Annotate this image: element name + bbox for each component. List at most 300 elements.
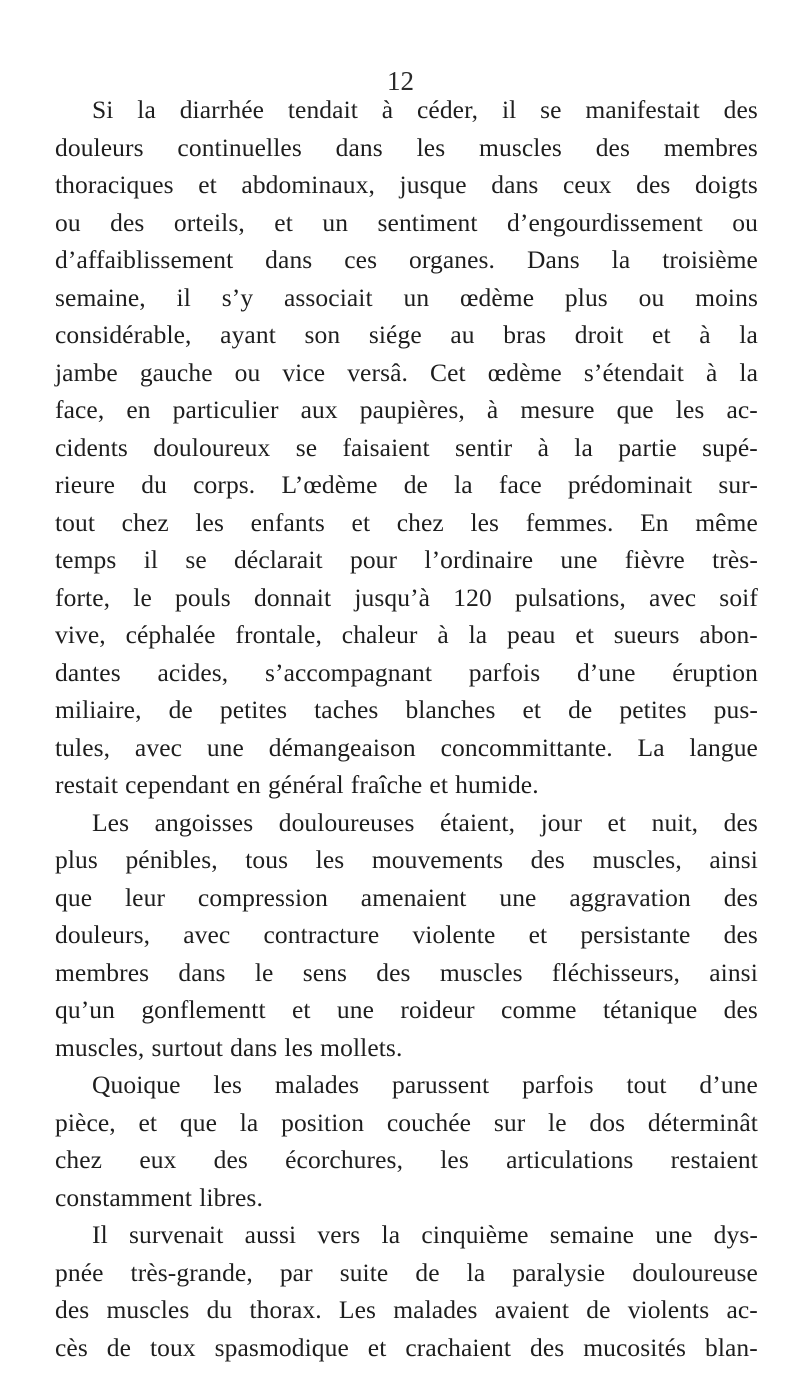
word: douleurs,	[55, 920, 151, 949]
word: forte,	[55, 582, 111, 612]
word: chez	[55, 1145, 103, 1174]
word: thoraciques	[55, 170, 174, 199]
word: En	[640, 507, 669, 537]
word: eux	[139, 1145, 177, 1174]
word: vers	[317, 1220, 361, 1249]
word: restaient	[670, 1145, 758, 1174]
word: survenait	[129, 1220, 224, 1249]
word: spasmodique	[214, 1332, 349, 1362]
word: des	[530, 845, 565, 874]
word: dans	[265, 245, 313, 274]
word: une	[206, 732, 244, 762]
word: compression	[197, 882, 328, 912]
word: avec	[649, 582, 697, 612]
word: parfois	[522, 1070, 594, 1099]
word: les	[416, 132, 446, 162]
word: couchée	[386, 1107, 472, 1137]
word: dantes	[55, 657, 121, 687]
word: roideur	[400, 995, 475, 1024]
text-line	[55, 316, 758, 354]
word: et	[522, 695, 542, 724]
word: fléchisseurs,	[551, 957, 680, 987]
word: dans	[491, 170, 539, 199]
word: corps.	[193, 470, 256, 499]
text-line	[55, 466, 758, 504]
word: dos	[589, 1107, 626, 1137]
word: et	[528, 920, 548, 949]
word: leur	[125, 882, 166, 912]
word: orteils,	[173, 207, 245, 237]
word: plus	[564, 282, 608, 312]
word: temps	[55, 545, 117, 574]
word: Si	[92, 95, 114, 124]
word: manifestait	[585, 95, 700, 124]
word: membres	[663, 132, 758, 162]
word: jambe	[55, 357, 118, 387]
word: parussent	[392, 1070, 490, 1099]
page-number: 12	[387, 66, 414, 96]
text-line	[55, 1216, 758, 1254]
word: et	[607, 807, 627, 837]
word: toux	[149, 1332, 196, 1362]
word: L’œdème	[281, 470, 378, 499]
word: jusque	[399, 170, 467, 199]
word: tout	[55, 507, 96, 537]
word: que	[55, 882, 93, 912]
text-line	[55, 1254, 758, 1292]
text-line	[55, 691, 758, 729]
word: sens	[302, 957, 348, 987]
text-line	[55, 954, 758, 992]
word: concommittante.	[440, 732, 613, 762]
word: le	[548, 1107, 567, 1137]
word: de	[403, 470, 428, 499]
word: blan-	[704, 1332, 758, 1362]
word: démangeaison	[268, 732, 416, 762]
word: contracture	[263, 920, 380, 949]
word: à	[381, 95, 394, 124]
word: et	[138, 1107, 158, 1137]
word: moins	[695, 282, 758, 312]
word: du	[206, 1295, 233, 1324]
word: à	[537, 432, 549, 462]
word: semaine	[549, 1220, 635, 1249]
word: il	[501, 95, 517, 124]
text-line	[55, 354, 758, 392]
word: sueurs	[613, 620, 680, 649]
word: la	[611, 245, 631, 274]
word: doigts	[695, 170, 758, 199]
word: ceux	[563, 170, 612, 199]
word: la	[574, 432, 593, 462]
word: chaleur	[341, 620, 418, 649]
word: céder,	[416, 95, 479, 124]
word: ou	[234, 357, 261, 387]
word: blanches	[405, 695, 496, 724]
text-line	[55, 766, 758, 804]
word: Cet	[429, 357, 466, 387]
word: continuelles	[177, 132, 302, 162]
word: les	[195, 507, 225, 537]
word: versâ.	[347, 357, 408, 387]
text-line	[55, 541, 758, 579]
word: bras	[503, 320, 547, 349]
word: la	[239, 1107, 259, 1137]
word: Quoique	[92, 1070, 181, 1099]
word: le	[133, 582, 152, 612]
word: cependant	[125, 770, 230, 799]
word: face	[498, 470, 542, 499]
text-line	[55, 579, 758, 617]
word: paupières,	[359, 395, 465, 424]
text-line	[55, 841, 758, 879]
word: avec	[134, 732, 183, 762]
word: ou	[55, 207, 81, 237]
word: soif	[719, 582, 758, 612]
word: que	[616, 395, 654, 424]
word: se	[295, 432, 318, 462]
word: à	[486, 395, 499, 424]
word: plus	[55, 845, 98, 874]
word: avec	[183, 920, 231, 949]
word: des	[723, 995, 758, 1024]
word: taches	[314, 695, 379, 724]
word: et	[198, 170, 217, 199]
word: persistante	[580, 920, 691, 949]
word: à	[437, 620, 449, 649]
word: très-	[712, 545, 758, 574]
text-line	[55, 1179, 758, 1217]
word: étaient,	[439, 807, 516, 837]
word: des	[723, 920, 758, 949]
word: douleurs	[55, 132, 144, 162]
word: d’une	[576, 657, 636, 687]
word: position	[281, 1107, 365, 1137]
text-line	[55, 129, 758, 167]
word: et	[652, 320, 671, 349]
word: diarrhée	[179, 95, 265, 124]
word: considérable,	[55, 320, 192, 349]
word: gauche	[139, 357, 213, 387]
word: ou	[638, 282, 665, 312]
word: les	[315, 845, 345, 874]
word: des	[595, 132, 630, 162]
word: 120	[453, 582, 492, 612]
word: déclarait	[234, 545, 323, 574]
word: l’ordinaire	[424, 545, 534, 574]
word: malades	[274, 1070, 360, 1099]
text-line	[55, 1291, 758, 1329]
word: et	[575, 620, 594, 649]
word: de	[568, 695, 593, 724]
word: des	[723, 882, 758, 912]
word: donnait	[253, 582, 332, 612]
word: le	[254, 957, 274, 987]
word: et	[351, 507, 371, 537]
text-line	[55, 1329, 758, 1367]
word: par	[279, 1257, 313, 1287]
word: troisième	[662, 245, 758, 274]
word: de	[168, 695, 193, 724]
word: violents	[627, 1295, 710, 1324]
word: libres.	[199, 1182, 263, 1212]
word: de	[415, 1257, 440, 1287]
word: des	[723, 95, 758, 124]
word: ayant	[220, 320, 276, 349]
word: angoisses	[154, 807, 254, 837]
word: dans	[178, 957, 226, 987]
body-text	[55, 91, 758, 1366]
word: Les	[338, 1295, 377, 1324]
word: ou	[732, 207, 758, 237]
word: que	[179, 1107, 217, 1137]
word: se	[185, 545, 207, 574]
word: muscles,	[55, 1032, 145, 1062]
word: nuit,	[651, 807, 699, 837]
word: violente	[412, 920, 496, 949]
word: amenaient	[360, 882, 467, 912]
word: éruption	[672, 657, 758, 687]
word: parfois	[468, 657, 541, 687]
word: vive,	[55, 620, 106, 649]
word: humide.	[455, 770, 539, 799]
word: muscles	[479, 132, 562, 162]
word: muscles	[106, 1295, 190, 1324]
word: abdominaux,	[241, 170, 375, 199]
text-line	[55, 1104, 758, 1142]
word: suite	[339, 1257, 389, 1287]
word: comme	[501, 995, 577, 1024]
word: la	[454, 470, 473, 499]
word: son	[304, 320, 341, 349]
word: des	[636, 170, 671, 199]
word: pénibles,	[125, 845, 218, 874]
word: petites	[219, 695, 288, 724]
word: général	[267, 770, 344, 799]
text-line	[55, 1066, 758, 1104]
word: Les	[92, 807, 130, 837]
word: la	[381, 1220, 401, 1249]
word: une	[499, 882, 537, 912]
word: frontale,	[235, 620, 322, 649]
word: une	[655, 1220, 693, 1249]
word: ainsi	[709, 957, 758, 987]
word: jusqu’à	[354, 582, 431, 612]
word: la	[739, 320, 758, 349]
word: une	[560, 545, 598, 574]
word: un	[322, 207, 349, 237]
word: cinquième	[421, 1220, 529, 1249]
word: en	[126, 395, 151, 424]
word: des	[110, 207, 145, 237]
word: et	[291, 995, 311, 1024]
word: face,	[55, 395, 105, 424]
word: ac-	[726, 395, 758, 424]
word: et	[367, 1332, 387, 1362]
text-line	[55, 91, 758, 129]
word: crachaient	[405, 1332, 512, 1362]
text-line	[55, 1029, 758, 1067]
text-line	[55, 204, 758, 242]
word: vice	[282, 357, 326, 387]
word: ces	[344, 245, 378, 274]
word: pouls	[175, 582, 231, 612]
word: d’engourdissement	[507, 207, 703, 237]
word: se	[540, 95, 562, 124]
word: s’y	[221, 282, 254, 312]
word: mucosités	[583, 1332, 687, 1362]
word: douloureuse	[632, 1257, 758, 1287]
word: dans	[230, 1032, 278, 1062]
word: aux	[300, 395, 338, 424]
text-line	[55, 429, 758, 467]
word: associait	[283, 282, 373, 312]
word: chez	[121, 507, 169, 537]
text-line	[55, 879, 758, 917]
word: tules,	[55, 732, 111, 762]
word: et	[274, 207, 293, 237]
word: avaient	[494, 1295, 570, 1324]
text-line	[55, 991, 758, 1029]
text-line	[55, 241, 758, 279]
word: siége	[368, 320, 422, 349]
word: il	[176, 282, 191, 312]
word: muscles,	[592, 845, 682, 874]
word: des	[529, 1332, 565, 1362]
word: œdème	[459, 282, 535, 312]
word: aggravation	[569, 882, 691, 912]
word: une	[336, 995, 375, 1024]
word: langue	[689, 732, 758, 762]
word: douloureuses	[278, 807, 415, 837]
word: pulsations,	[514, 582, 626, 612]
word: au	[450, 320, 475, 349]
word: organes.	[409, 245, 496, 274]
word: malades	[393, 1295, 478, 1324]
word: s’étendait	[583, 357, 684, 387]
word: les	[675, 395, 705, 424]
word: gonflementt	[141, 995, 266, 1024]
word: dans	[335, 132, 383, 162]
word: douloureux	[153, 432, 271, 462]
word: des	[376, 957, 411, 987]
word: fièvre	[624, 545, 685, 574]
word: mollets.	[320, 1032, 403, 1062]
word: céphalée	[125, 620, 216, 649]
word: miliaire,	[55, 695, 142, 724]
word: restait	[55, 770, 119, 799]
word: des	[213, 1145, 248, 1174]
word: à	[705, 357, 718, 387]
word: même	[695, 507, 758, 537]
word: rieure	[55, 470, 116, 499]
word: cidents	[55, 432, 128, 462]
word: et	[429, 770, 449, 799]
word: faisaient	[342, 432, 430, 462]
word: femmes.	[525, 507, 614, 537]
word: la	[466, 1257, 486, 1287]
word: écorchures,	[285, 1145, 404, 1174]
text-line	[55, 166, 758, 204]
word: la	[137, 95, 156, 124]
word: à	[699, 320, 711, 349]
word: membres	[55, 957, 150, 987]
word: partie	[618, 432, 677, 462]
text-line	[55, 916, 758, 954]
word: chez	[396, 507, 444, 537]
word: paralysie	[512, 1257, 606, 1287]
word: de	[106, 1332, 132, 1362]
word: sur	[493, 1107, 526, 1137]
word: pour	[349, 545, 398, 574]
text-line	[55, 616, 758, 654]
word: mesure	[520, 395, 595, 424]
word: dys-	[713, 1220, 758, 1249]
word: enfants	[250, 507, 325, 537]
word: tendait	[287, 95, 358, 124]
word: de	[586, 1295, 611, 1324]
word: pus-	[713, 695, 758, 724]
word: articulations	[506, 1145, 634, 1174]
word: constamment	[55, 1182, 193, 1212]
word: sentir	[455, 432, 513, 462]
word: très-grande,	[130, 1257, 253, 1287]
text-line	[55, 504, 758, 542]
word: surtout	[151, 1032, 223, 1062]
word: un	[403, 282, 430, 312]
word: semaine,	[55, 282, 146, 312]
word: Dans	[526, 245, 580, 274]
word: la	[739, 357, 758, 387]
word: la	[468, 620, 488, 649]
word: sentiment	[377, 207, 478, 237]
word: peau	[506, 620, 556, 649]
word: supé-	[702, 432, 758, 462]
word: abon-	[699, 620, 758, 649]
word: pnée	[55, 1257, 104, 1287]
word: en	[236, 770, 261, 799]
text-line	[55, 1141, 758, 1179]
word: d’une	[699, 1070, 758, 1099]
word: il	[143, 545, 159, 574]
word: les	[213, 1070, 243, 1099]
word: déterminât	[647, 1107, 758, 1137]
word: œdème	[487, 357, 562, 387]
word: muscles	[439, 957, 523, 987]
word: ainsi	[709, 845, 758, 874]
word: acides,	[157, 657, 229, 687]
word: particulier	[172, 395, 279, 424]
word: mouvements	[371, 845, 504, 874]
word: tétanique	[602, 995, 698, 1024]
word: s’accompagnant	[264, 657, 433, 687]
word: des	[723, 807, 758, 837]
word: prédominait	[567, 470, 693, 499]
text-line	[55, 391, 758, 429]
word: ac-	[726, 1295, 758, 1324]
word: tous	[245, 845, 289, 874]
word: tout	[626, 1070, 667, 1099]
text-line	[55, 279, 758, 317]
word: fraîche	[350, 770, 423, 799]
word: d’affaiblissement	[55, 245, 234, 274]
word: petites	[619, 695, 687, 724]
word: cès	[55, 1332, 88, 1362]
word: les	[284, 1032, 314, 1062]
text-line	[55, 729, 758, 767]
word: les	[440, 1145, 469, 1174]
word: les	[470, 507, 500, 537]
